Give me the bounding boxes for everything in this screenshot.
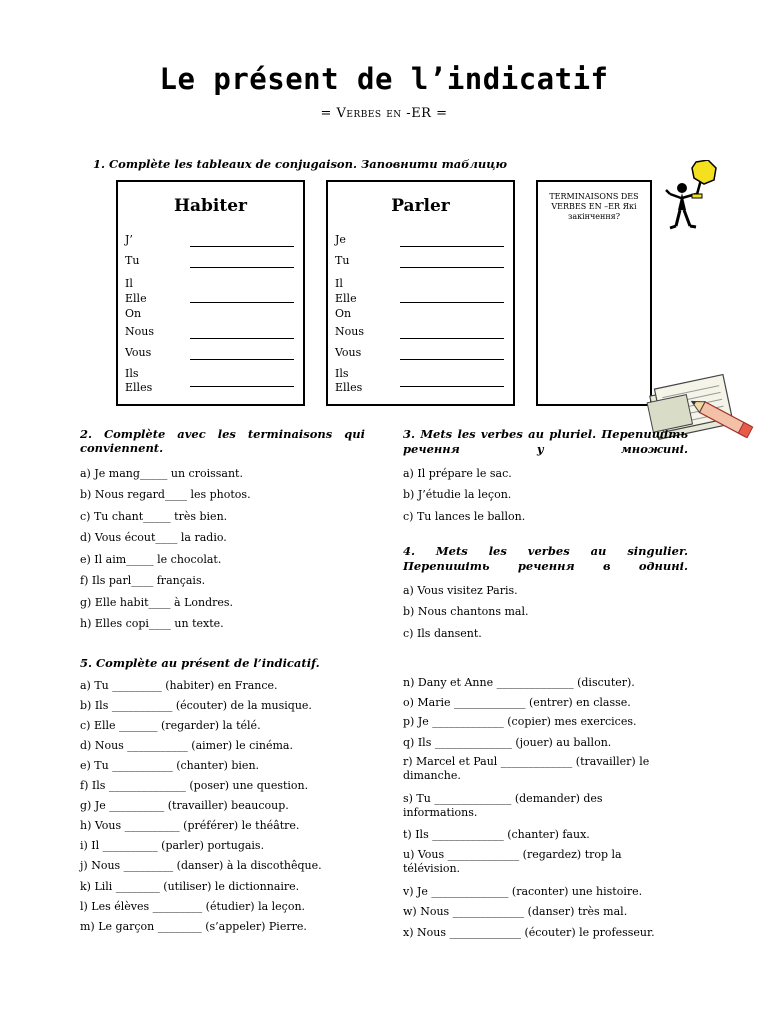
answer-line[interactable] xyxy=(400,302,504,303)
exercise-item: c) Ils dansent. xyxy=(403,627,482,640)
exercise-item: j) Nous _________ (danser) à la discothêque. xyxy=(80,859,322,872)
pronoun-label: Vous xyxy=(125,346,152,359)
exercise-item: e) Il aim_____ le chocolat. xyxy=(80,553,222,566)
exercise-item: l) Les élèves _________ (étudier) la leçon. xyxy=(80,900,306,913)
exercise-item: b) Ils ___________ (écouter) de la musique. xyxy=(80,699,312,712)
exercise-item: o) Marie _____________ (entrer) en classe. xyxy=(403,696,631,709)
terminaisons-box xyxy=(536,180,652,406)
pronoun-label: J’ xyxy=(125,233,133,246)
exercise-item: b) J’étudie la leçon. xyxy=(403,488,512,501)
pronoun-label: Je xyxy=(335,233,346,246)
stick-figure-icon xyxy=(656,160,728,238)
exercise-item: d) Nous ___________ (aimer) le cinéma. xyxy=(80,739,293,752)
pronoun-label: Ils Elles xyxy=(335,367,363,394)
verb-title: Parler xyxy=(391,196,450,216)
pronoun-label: Tu xyxy=(335,254,350,267)
pronoun-label: Vous xyxy=(335,346,362,359)
answer-line[interactable] xyxy=(190,338,294,339)
exercise-item: r) Marcel et Paul _____________ (travailler) le dimanche. xyxy=(403,755,650,782)
exercise-item: s) Tu ______________ (demander) des informations. xyxy=(403,792,603,819)
exercise-item: t) Ils _____________ (chanter) faux. xyxy=(403,828,590,841)
answer-line[interactable] xyxy=(400,338,504,339)
conjugation-table-parler xyxy=(326,180,515,406)
verb-title: Habiter xyxy=(173,196,248,216)
exercise-item: c) Tu chant_____ très bien. xyxy=(80,510,228,523)
section2-heading: 2. Complète avec les terminaisons qui conviennent. xyxy=(80,427,365,455)
answer-line[interactable] xyxy=(190,246,294,247)
section1-heading: 1. Complète les tableaux de conjugaison. Заповнити таблицю xyxy=(93,157,508,171)
pronoun-label: Il Elle On xyxy=(125,277,147,320)
pronoun-label: Nous xyxy=(335,325,364,338)
exercise-item: b) Nous regard____ les photos. xyxy=(80,488,251,501)
answer-line[interactable] xyxy=(400,359,504,360)
exercise-item: m) Le garçon ________ (s’appeler) Pierre. xyxy=(80,920,307,933)
exercise-item: x) Nous _____________ (écouter) le professeur. xyxy=(403,926,655,939)
section4-heading: 4. Mets les verbes au singulier. Перепишіть речення в однині. xyxy=(403,544,688,573)
page-subtitle: = Verbes en -ER = xyxy=(320,106,448,121)
exercise-item: h) Vous __________ (préférer) le théâtre. xyxy=(80,819,300,832)
exercise-item: h) Elles copi____ un texte. xyxy=(80,617,224,630)
exercise-item: v) Je ______________ (raconter) une histoire. xyxy=(403,885,643,898)
exercise-item: k) Lili ________ (utiliser) le dictionnaire. xyxy=(80,880,300,893)
exercise-item: g) Elle habit____ à Londres. xyxy=(80,596,234,609)
answer-line[interactable] xyxy=(190,386,294,387)
exercise-item: a) Vous visitez Paris. xyxy=(403,584,518,597)
exercise-item: u) Vous _____________ (regardez) trop la télévision. xyxy=(403,848,622,875)
exercise-item: c) Elle _______ (regarder) la télé. xyxy=(80,719,261,732)
conjugation-table-habiter xyxy=(116,180,305,406)
exercise-item: q) Ils ______________ (jouer) au ballon. xyxy=(403,736,612,749)
answer-line[interactable] xyxy=(190,267,294,268)
pronoun-label: Tu xyxy=(125,254,140,267)
exercise-item: w) Nous _____________ (danser) très mal. xyxy=(403,905,628,918)
answer-line[interactable] xyxy=(190,302,294,303)
exercise-item: e) Tu ___________ (chanter) bien. xyxy=(80,759,260,772)
exercise-item: a) Il prépare le sac. xyxy=(403,467,512,480)
answer-line[interactable] xyxy=(400,267,504,268)
terminaisons-label: TERMINAISONS DES VERBES EN –ER Які закінчення? xyxy=(549,192,639,221)
exercise-item: f) Ils ______________ (poser) une question. xyxy=(80,779,309,792)
pronoun-label: Nous xyxy=(125,325,154,338)
answer-line[interactable] xyxy=(400,246,504,247)
exercise-item: p) Je _____________ (copier) mes exercices. xyxy=(403,715,637,728)
exercise-item: f) Ils parl____ français. xyxy=(80,574,206,587)
answer-line[interactable] xyxy=(400,386,504,387)
page-title: Le présent de l’indicatif xyxy=(159,62,609,96)
section5-heading: 5. Complète au présent de l’indicatif. xyxy=(80,656,320,670)
exercise-item: c) Tu lances le ballon. xyxy=(403,510,526,523)
exercise-item: a) Tu _________ (habiter) en France. xyxy=(80,679,278,692)
answer-line[interactable] xyxy=(190,359,294,360)
exercise-item: b) Nous chantons mal. xyxy=(403,605,529,618)
exercise-item: a) Je mang_____ un croissant. xyxy=(80,467,243,480)
pronoun-label: Ils Elles xyxy=(125,367,153,394)
exercise-item: g) Je __________ (travailler) beaucoup. xyxy=(80,799,289,812)
exercise-item: d) Vous écout____ la radio. xyxy=(80,531,227,544)
section3-heading: 3. Mets les verbes au pluriel. Перепишіть речення у множині. xyxy=(403,427,688,456)
pronoun-label: Il Elle On xyxy=(335,277,357,320)
exercise-item: n) Dany et Anne ______________ (discuter). xyxy=(403,676,635,689)
exercise-item: i) Il __________ (parler) portugais. xyxy=(80,839,265,852)
